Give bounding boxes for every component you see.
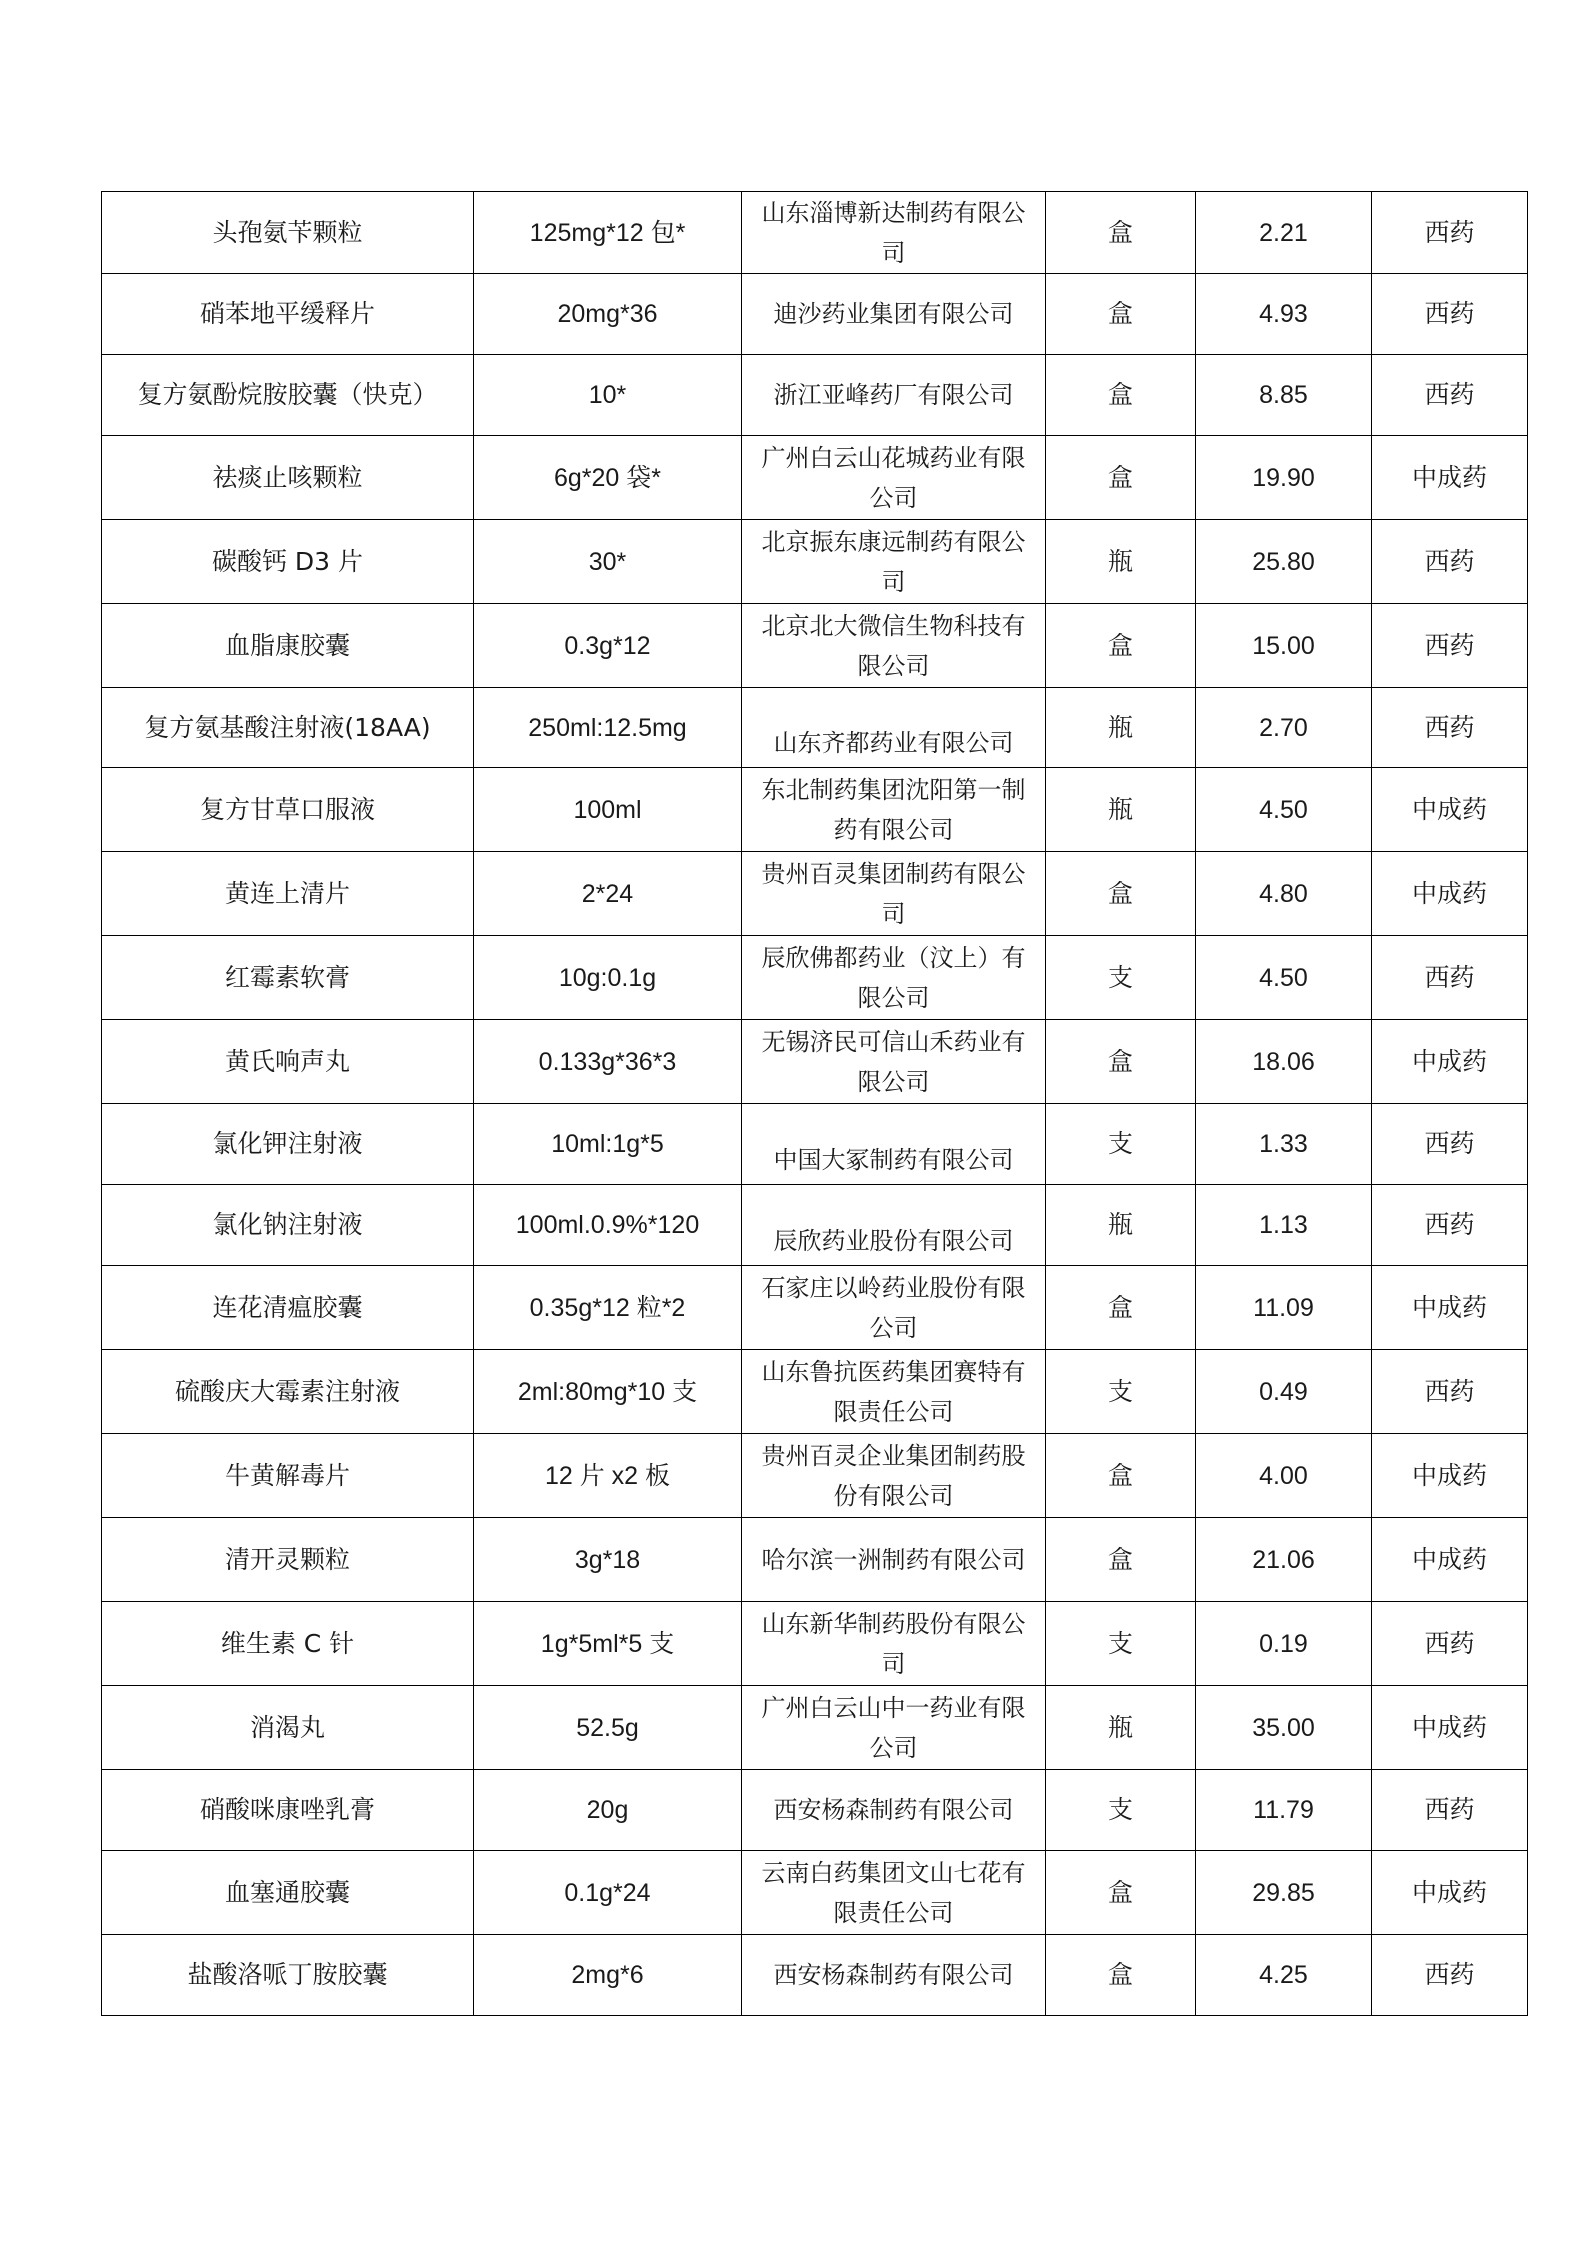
spec-cell: 100ml.0.9%*120 [474, 1185, 742, 1266]
price-cell: 21.06 [1196, 1518, 1372, 1602]
spec-cell: 0.133g*36*3 [474, 1020, 742, 1104]
drug-name-cell: 黄连上清片 [102, 852, 474, 936]
spec-cell: 20g [474, 1770, 742, 1851]
price-cell: 4.50 [1196, 936, 1372, 1020]
spec-cell: 2mg*6 [474, 1935, 742, 2016]
manufacturer-cell: 无锡济民可信山禾药业有限公司 [742, 1020, 1046, 1104]
price-cell: 18.06 [1196, 1020, 1372, 1104]
table-body [102, 192, 1528, 2016]
category-cell: 中成药 [1372, 1266, 1528, 1350]
unit-cell: 盒 [1046, 274, 1196, 355]
manufacturer-cell: 石家庄以岭药业股份有限公司 [742, 1266, 1046, 1350]
category-cell: 西药 [1372, 936, 1528, 1020]
price-cell: 4.25 [1196, 1935, 1372, 2016]
price-cell: 11.09 [1196, 1266, 1372, 1350]
unit-cell: 盒 [1046, 1020, 1196, 1104]
category-cell: 西药 [1372, 355, 1528, 436]
category-cell: 中成药 [1372, 1020, 1528, 1104]
drug-price-table [101, 191, 1528, 2016]
unit-cell: 瓶 [1046, 520, 1196, 604]
spec-cell: 6g*20 袋* [474, 436, 742, 520]
table-row [102, 852, 1528, 936]
drug-name-cell: 红霉素软膏 [102, 936, 474, 1020]
price-cell: 19.90 [1196, 436, 1372, 520]
table-row [102, 604, 1528, 688]
table-row [102, 192, 1528, 274]
spec-cell: 0.1g*24 [474, 1851, 742, 1935]
spec-cell: 52.5g [474, 1686, 742, 1770]
drug-name-cell: 连花清瘟胶囊 [102, 1266, 474, 1350]
unit-cell: 盒 [1046, 192, 1196, 274]
drug-name-cell: 氯化钠注射液 [102, 1185, 474, 1266]
price-cell: 0.49 [1196, 1350, 1372, 1434]
category-cell: 中成药 [1372, 1851, 1528, 1935]
manufacturer-cell: 广州白云山花城药业有限公司 [742, 436, 1046, 520]
category-cell: 西药 [1372, 1104, 1528, 1185]
table-row [102, 1770, 1528, 1851]
unit-cell: 盒 [1046, 852, 1196, 936]
drug-name-cell: 氯化钾注射液 [102, 1104, 474, 1185]
table-row [102, 1434, 1528, 1518]
manufacturer-cell: 贵州百灵企业集团制药股份有限公司 [742, 1434, 1046, 1518]
drug-name-cell: 维生素 C 针 [102, 1602, 474, 1686]
unit-cell: 瓶 [1046, 1686, 1196, 1770]
table-row [102, 1020, 1528, 1104]
category-cell: 中成药 [1372, 768, 1528, 852]
manufacturer-cell: 贵州百灵集团制药有限公司 [742, 852, 1046, 936]
spec-cell: 2*24 [474, 852, 742, 936]
price-cell: 0.19 [1196, 1602, 1372, 1686]
price-cell: 4.93 [1196, 274, 1372, 355]
spec-cell: 30* [474, 520, 742, 604]
price-cell: 1.33 [1196, 1104, 1372, 1185]
category-cell: 西药 [1372, 604, 1528, 688]
manufacturer-cell: 东北制药集团沈阳第一制药有限公司 [742, 768, 1046, 852]
category-cell: 西药 [1372, 1935, 1528, 2016]
table-row [102, 1104, 1528, 1185]
category-cell: 西药 [1372, 1602, 1528, 1686]
table-row [102, 936, 1528, 1020]
table-row [102, 274, 1528, 355]
price-cell: 29.85 [1196, 1851, 1372, 1935]
spec-cell: 10ml:1g*5 [474, 1104, 742, 1185]
price-cell: 4.00 [1196, 1434, 1372, 1518]
table-row [102, 1935, 1528, 2016]
drug-name-cell: 清开灵颗粒 [102, 1518, 474, 1602]
table-row [102, 520, 1528, 604]
price-cell: 2.21 [1196, 192, 1372, 274]
drug-name-cell: 硝酸咪康唑乳膏 [102, 1770, 474, 1851]
drug-name-cell: 牛黄解毒片 [102, 1434, 474, 1518]
spec-cell: 0.3g*12 [474, 604, 742, 688]
unit-cell: 瓶 [1046, 768, 1196, 852]
spec-cell: 125mg*12 包* [474, 192, 742, 274]
category-cell: 中成药 [1372, 1434, 1528, 1518]
manufacturer-cell: 广州白云山中一药业有限公司 [742, 1686, 1046, 1770]
price-cell: 4.80 [1196, 852, 1372, 936]
table-row [102, 355, 1528, 436]
drug-name-cell: 硝苯地平缓释片 [102, 274, 474, 355]
spec-cell: 3g*18 [474, 1518, 742, 1602]
spec-cell: 2ml:80mg*10 支 [474, 1350, 742, 1434]
unit-cell: 盒 [1046, 604, 1196, 688]
manufacturer-cell: 迪沙药业集团有限公司 [742, 274, 1046, 355]
manufacturer-cell: 山东鲁抗医药集团赛特有限责任公司 [742, 1350, 1046, 1434]
unit-cell: 支 [1046, 1602, 1196, 1686]
spec-cell: 12 片 x2 板 [474, 1434, 742, 1518]
drug-name-cell: 复方氨基酸注射液(18AA) [102, 688, 474, 768]
drug-name-cell: 血塞通胶囊 [102, 1851, 474, 1935]
manufacturer-cell: 北京北大微信生物科技有限公司 [742, 604, 1046, 688]
spec-cell: 250ml:12.5mg [474, 688, 742, 768]
category-cell: 西药 [1372, 1185, 1528, 1266]
category-cell: 西药 [1372, 688, 1528, 768]
category-cell: 中成药 [1372, 852, 1528, 936]
unit-cell: 盒 [1046, 436, 1196, 520]
unit-cell: 盒 [1046, 355, 1196, 436]
table-row [102, 1602, 1528, 1686]
drug-name-cell: 血脂康胶囊 [102, 604, 474, 688]
unit-cell: 瓶 [1046, 1185, 1196, 1266]
unit-cell: 支 [1046, 1350, 1196, 1434]
unit-cell: 盒 [1046, 1935, 1196, 2016]
category-cell: 西药 [1372, 192, 1528, 274]
price-cell: 1.13 [1196, 1185, 1372, 1266]
price-cell: 15.00 [1196, 604, 1372, 688]
manufacturer-cell: 北京振东康远制药有限公司 [742, 520, 1046, 604]
category-cell: 西药 [1372, 520, 1528, 604]
unit-cell: 盒 [1046, 1851, 1196, 1935]
drug-name-cell: 祛痰止咳颗粒 [102, 436, 474, 520]
price-cell: 11.79 [1196, 1770, 1372, 1851]
drug-name-cell: 复方甘草口服液 [102, 768, 474, 852]
spec-cell: 1g*5ml*5 支 [474, 1602, 742, 1686]
spec-cell: 0.35g*12 粒*2 [474, 1266, 742, 1350]
unit-cell: 支 [1046, 1770, 1196, 1851]
unit-cell: 盒 [1046, 1266, 1196, 1350]
drug-name-cell: 头孢氨苄颗粒 [102, 192, 474, 274]
unit-cell: 瓶 [1046, 688, 1196, 768]
manufacturer-cell: 云南白药集团文山七花有限责任公司 [742, 1851, 1046, 1935]
category-cell: 西药 [1372, 274, 1528, 355]
category-cell: 中成药 [1372, 1686, 1528, 1770]
drug-name-cell: 盐酸洛哌丁胺胶囊 [102, 1935, 474, 2016]
spec-cell: 10g:0.1g [474, 936, 742, 1020]
category-cell: 西药 [1372, 1350, 1528, 1434]
table-row [102, 768, 1528, 852]
drug-name-cell: 消渴丸 [102, 1686, 474, 1770]
price-cell: 8.85 [1196, 355, 1372, 436]
unit-cell: 支 [1046, 1104, 1196, 1185]
manufacturer-cell: 辰欣药业股份有限公司 [742, 1185, 1046, 1266]
manufacturer-cell: 山东新华制药股份有限公司 [742, 1602, 1046, 1686]
unit-cell: 支 [1046, 936, 1196, 1020]
table-row [102, 1185, 1528, 1266]
category-cell: 中成药 [1372, 436, 1528, 520]
manufacturer-cell: 哈尔滨一洲制药有限公司 [742, 1518, 1046, 1602]
manufacturer-cell: 辰欣佛都药业（汶上）有限公司 [742, 936, 1046, 1020]
drug-name-cell: 硫酸庆大霉素注射液 [102, 1350, 474, 1434]
manufacturer-cell: 山东淄博新达制药有限公司 [742, 192, 1046, 274]
table-row [102, 1686, 1528, 1770]
drug-name-cell: 黄氏响声丸 [102, 1020, 474, 1104]
manufacturer-cell: 西安杨森制药有限公司 [742, 1770, 1046, 1851]
price-cell: 4.50 [1196, 768, 1372, 852]
price-cell: 2.70 [1196, 688, 1372, 768]
table-row [102, 1851, 1528, 1935]
table-row [102, 688, 1528, 768]
manufacturer-cell: 西安杨森制药有限公司 [742, 1935, 1046, 2016]
manufacturer-cell: 中国大冢制药有限公司 [742, 1104, 1046, 1185]
price-cell: 35.00 [1196, 1686, 1372, 1770]
category-cell: 中成药 [1372, 1518, 1528, 1602]
spec-cell: 100ml [474, 768, 742, 852]
drug-name-cell: 复方氨酚烷胺胶囊（快克） [102, 355, 474, 436]
manufacturer-cell: 浙江亚峰药厂有限公司 [742, 355, 1046, 436]
table-row [102, 1350, 1528, 1434]
table-row [102, 1266, 1528, 1350]
unit-cell: 盒 [1046, 1518, 1196, 1602]
drug-name-cell: 碳酸钙 D3 片 [102, 520, 474, 604]
unit-cell: 盒 [1046, 1434, 1196, 1518]
table-row [102, 436, 1528, 520]
manufacturer-cell: 山东齐都药业有限公司 [742, 688, 1046, 768]
table-row [102, 1518, 1528, 1602]
category-cell: 西药 [1372, 1770, 1528, 1851]
spec-cell: 20mg*36 [474, 274, 742, 355]
price-cell: 25.80 [1196, 520, 1372, 604]
spec-cell: 10* [474, 355, 742, 436]
